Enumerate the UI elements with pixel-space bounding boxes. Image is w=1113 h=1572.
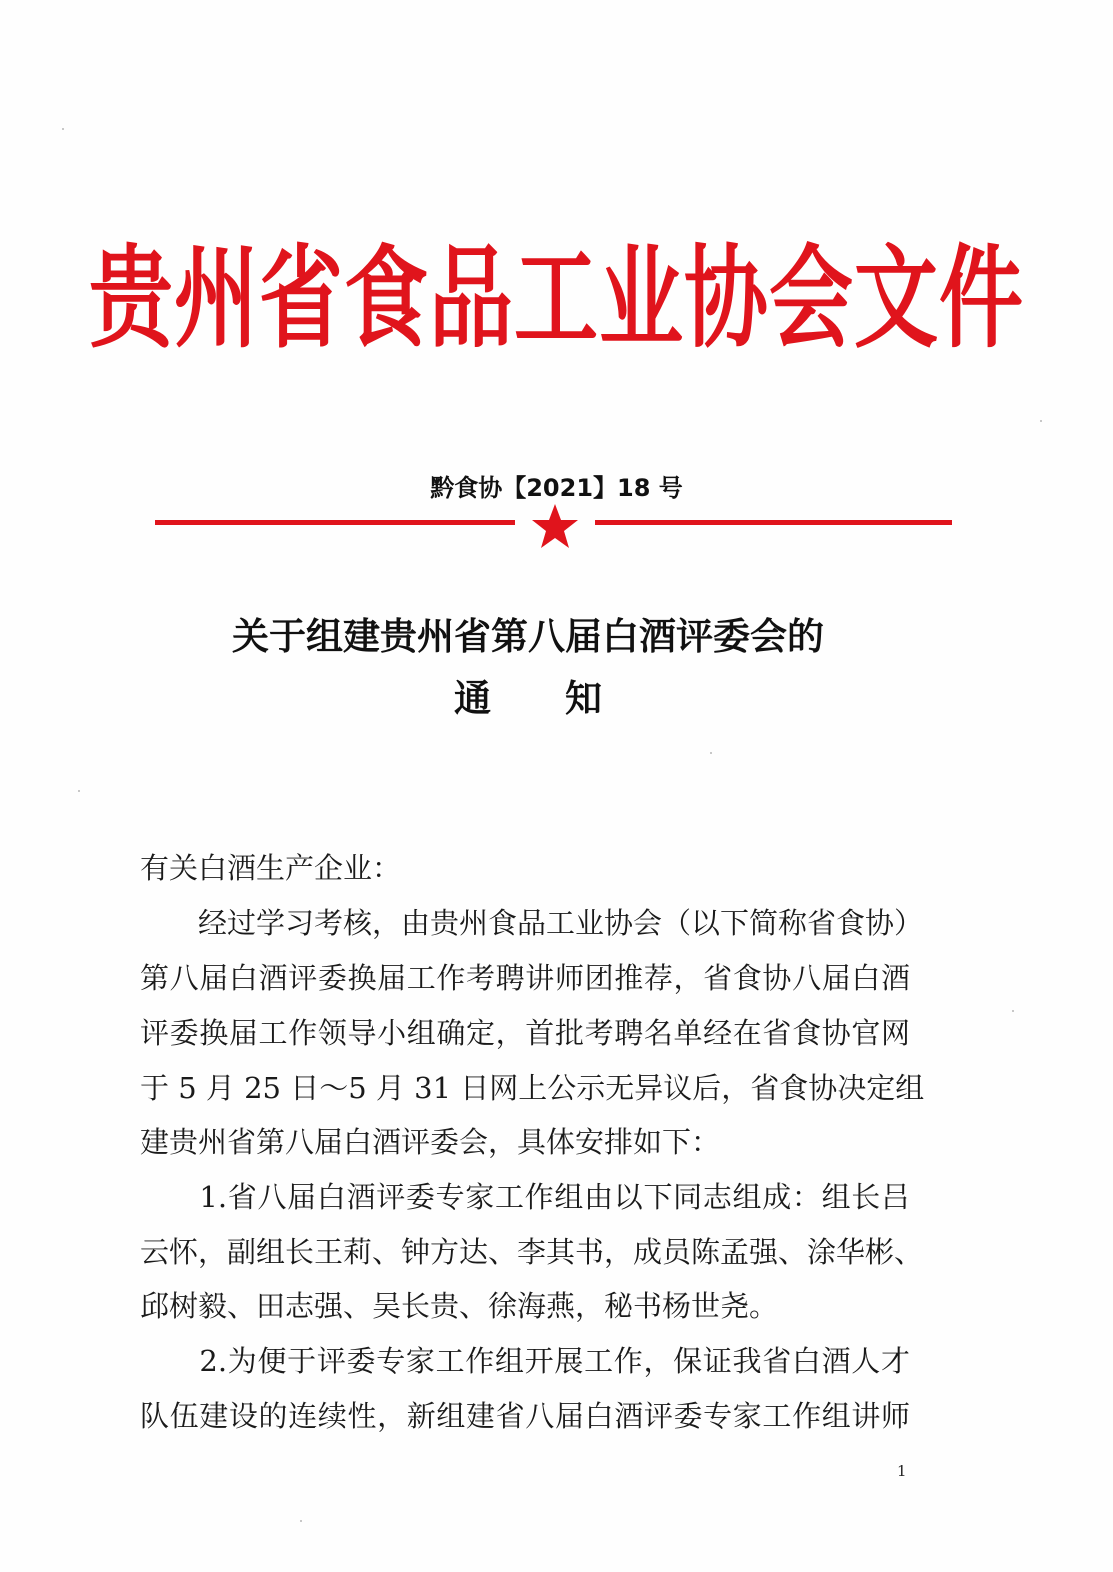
notice-title-line1: 关于组建贵州省第八届白酒评委会的 [232,615,824,658]
scan-speck [1040,420,1042,422]
notice-title-line2: 通 知 [454,677,602,720]
body-line: 邱树毅、田志强、吴长贵、徐海燕，秘书杨世尧。 [140,1289,779,1323]
document-number: 黔食协【2021】18 号 [430,474,683,502]
scan-speck [300,1520,302,1522]
scan-speck [710,752,712,754]
red-star-icon [530,502,580,552]
red-divider-right [595,520,952,525]
red-divider-left [155,520,515,525]
body-line: 2.为便于评委专家工作组开展工作，保证我省白酒人才 [140,1344,910,1378]
salutation: 有关白酒生产企业： [140,851,402,885]
body-line: 1.省八届白酒评委专家工作组由以下同志组成：组长吕 [140,1180,910,1214]
masthead-title: 贵州省食品工业协会文件 [88,232,1024,364]
scan-speck [1012,1010,1014,1012]
body-line: 评委换届工作领导小组确定，首批考聘名单经在省食协官网 [140,1016,910,1050]
body-line: 经过学习考核，由贵州食品工业协会（以下简称省食协） [140,906,924,940]
body-line: 第八届白酒评委换届工作考聘讲师团推荐，省食协八届白酒 [140,961,910,995]
body-line: 于 5 月 25 日～5 月 31 日网上公示无异议后，省食协决定组 [140,1071,925,1105]
scan-speck [78,790,80,792]
body-line: 建贵州省第八届白酒评委会，具体安排如下： [140,1125,721,1159]
body-line: 队伍建设的连续性，新组建省八届白酒评委专家工作组讲师 [140,1399,910,1433]
scan-speck [62,128,64,130]
page-number: 1 [897,1462,907,1480]
body-line: 云怀，副组长王莉、钟方达、李其书，成员陈孟强、涂华彬、 [140,1235,924,1269]
